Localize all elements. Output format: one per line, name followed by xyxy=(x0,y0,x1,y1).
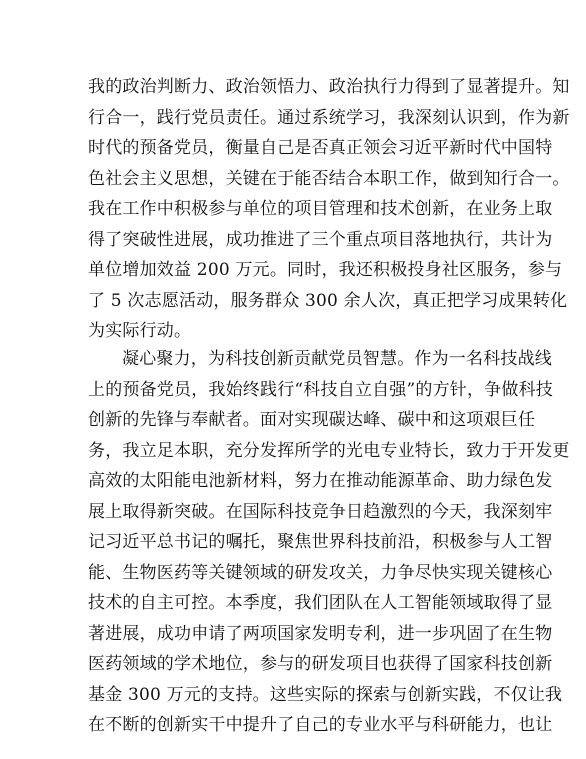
text-line: 展上取得新突破。在国际科技竞争日趋激烈的今天，我深刻牢 xyxy=(88,501,553,522)
text-line: 技术的自主可控。本季度，我们团队在人工智能领域取得了显 xyxy=(88,593,553,613)
text-line: 我的政治判断力、政治领悟力、政治执行力得到了显著提升。知 xyxy=(88,77,570,97)
text-line: 在不断的创新实干中提升了自己的专业水平与科研能力，也让 xyxy=(88,715,553,735)
text-line: 记习近平总书记的嘱托，聚焦世界科技前沿，积极参与人工智 xyxy=(88,532,553,552)
text-line: 时代的预备党员，衡量自己是否真正领会习近平新时代中国特 xyxy=(88,138,553,158)
text-line: 能、生物医药等关键领域的研发攻关，力争尽快实现关键核心 xyxy=(88,562,553,583)
text-line: 创新的先锋与奉献者。面对实现碳达峰、碳中和这项艰巨任 xyxy=(88,410,536,430)
text-line: 著进展，成功申请了两项国家发明专利，进一步巩固了在生物 xyxy=(88,623,553,644)
text-line: 医药领域的学术地位，参与的研发项目也获得了国家科技创新 xyxy=(88,654,553,674)
text-line: 务，我立足本职，充分发挥所学的光电专业特长，致力于开发更 xyxy=(88,440,570,461)
paragraph-1 xyxy=(88,72,570,347)
text-line: 单位增加效益 200 万元。同时，我还积极投身社区服务，参与 xyxy=(88,260,563,280)
text-line-indented: 凝心聚力，为科技创新贡献党员智慧。作为一名科技战线 xyxy=(122,349,552,369)
text-line: 为实际行动。 xyxy=(88,321,192,341)
paragraph-2 xyxy=(88,344,570,741)
text-line: 我在工作中积极参与单位的项目管理和技术创新，在业务上取 xyxy=(88,199,553,219)
text-line: 基金 300 万元的支持。这些实际的探索与创新实践，不仅让我 xyxy=(88,684,563,705)
text-line: 色社会主义思想，关键在于能否结合本职工作，做到知行合一。 xyxy=(88,168,570,189)
text-line: 得了突破性进展，成功推进了三个重点项目落地执行，共计为 xyxy=(88,229,553,250)
text-line: 高效的太阳能电池新材料，努力在推动能源革命、助力绿色发 xyxy=(88,471,553,491)
text-line: 了 5 次志愿活动，服务群众 300 余人次，真正把学习成果转化 xyxy=(88,290,568,311)
text-line: 上的预备党员，我始终践行“科技自立自强”的方针，争做科技 xyxy=(88,379,553,400)
text-line: 行合一，践行党员责任。通过系统学习，我深刻认识到，作为新 xyxy=(88,107,570,128)
